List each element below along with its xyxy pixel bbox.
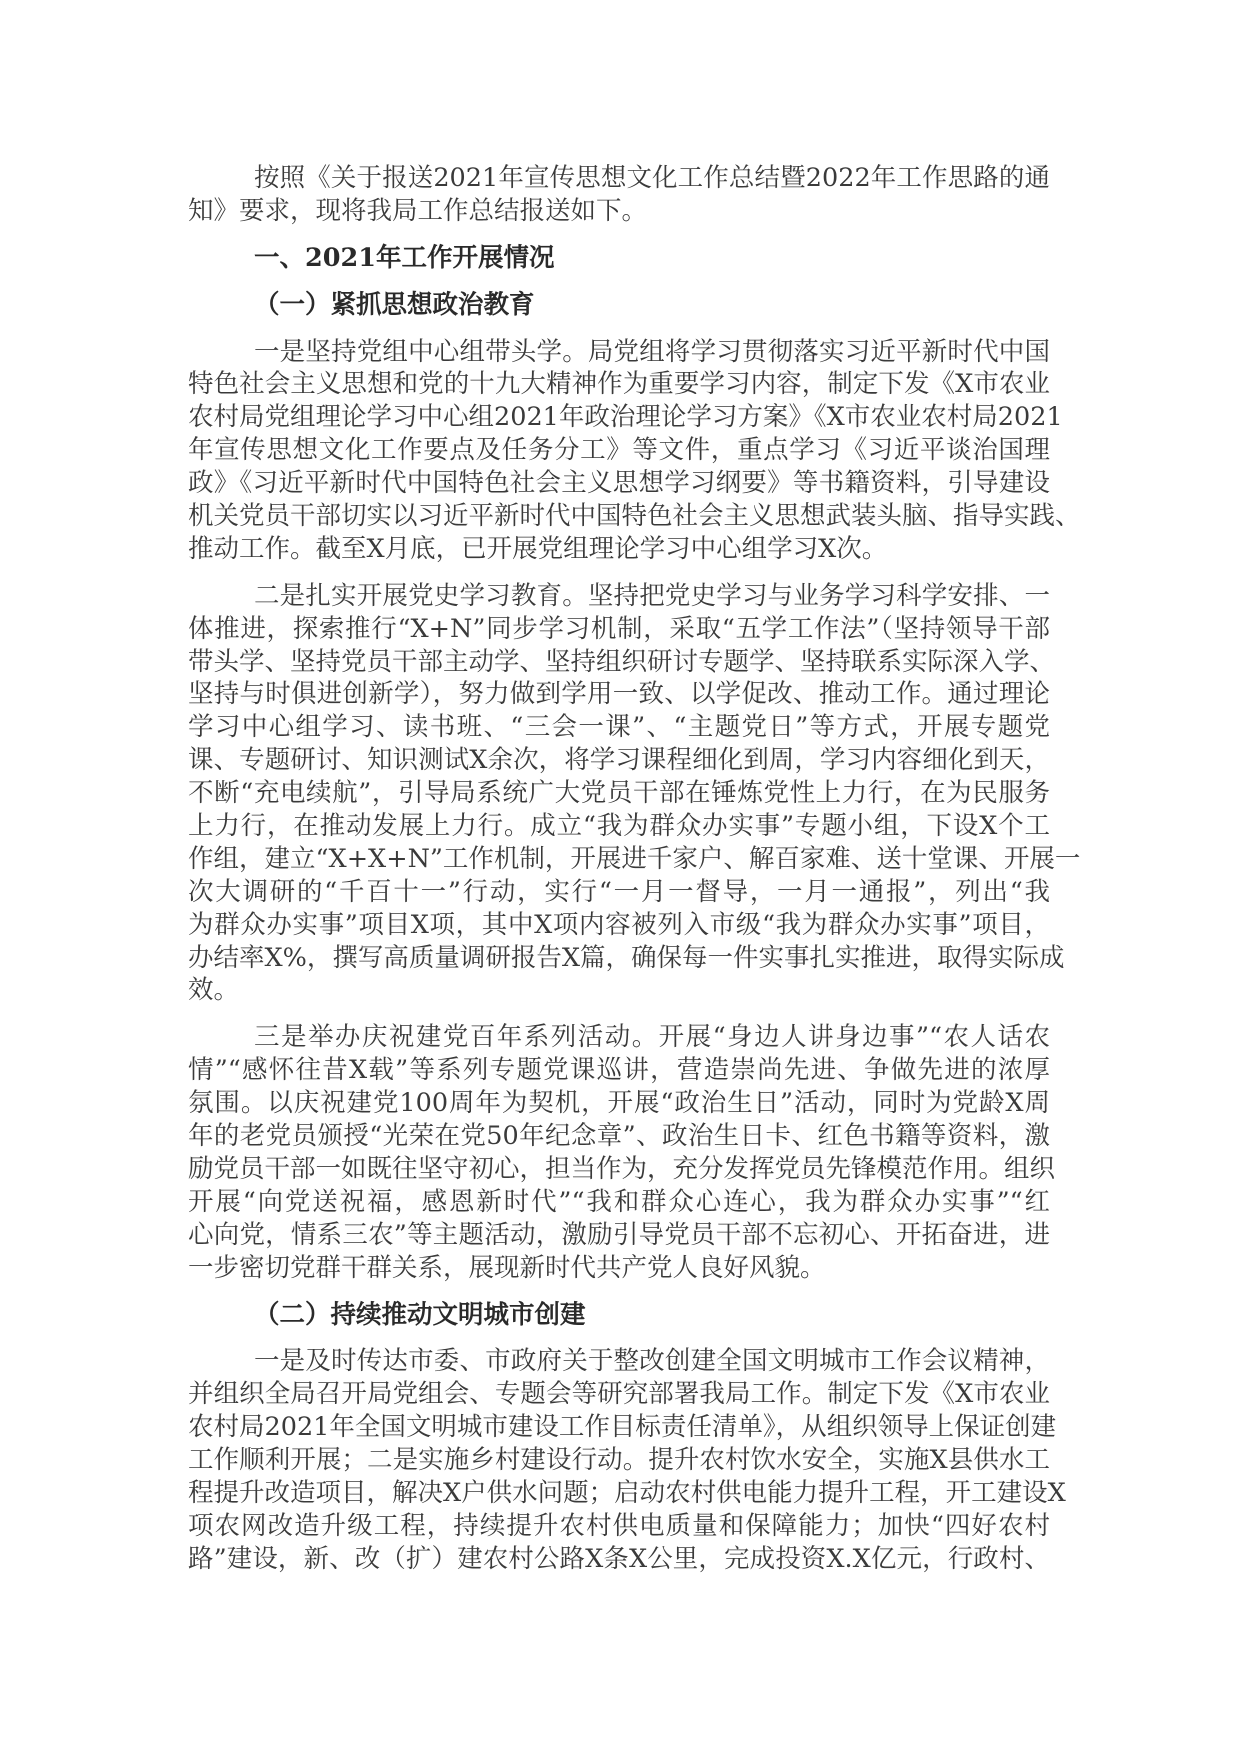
paragraph-line: 路”建设，新、改（扩）建农村公路X条X公里，完成投资X.X亿元，行政村、: [188, 1543, 1050, 1574]
paragraph-line: 效。: [188, 975, 240, 1006]
body-paragraph: [188, 580, 1081, 1008]
body-paragraph: [188, 1021, 1056, 1284]
paragraph-line: 一是及时传达市委、市政府关于整改创建全国文明城市工作会议精神，: [254, 1346, 1050, 1377]
paragraph-line: 上力行，在推动发展上力行。成立“我为群众办实事”专题小组，下设X个工: [188, 811, 1050, 842]
paragraph-line: 氛围。以庆祝建党100周年为契机，开展“政治生日”活动，同时为党龄X周: [188, 1088, 1050, 1119]
section-heading: [188, 289, 1050, 322]
paragraph-line: 次大调研的“千百十一”行动，实行“一月一督导，一月一通报”，列出“我: [188, 876, 1050, 907]
paragraph-line: 年宣传思想文化工作要点及任务分工》等文件，重点学习《习近平谈治国理: [188, 435, 1050, 466]
paragraph-line: 情”“感怀往昔X载”等系列专题党课巡讲，营造崇尚先进、争做先进的浓厚: [188, 1055, 1050, 1086]
paragraph-line: 程提升改造项目，解决X户供水问题；启动农村供电能力提升工程，开工建设X: [188, 1477, 1066, 1508]
paragraph-line: 体推进，探索推行“X+N”同步学习机制，采取“五学工作法”（坚持领导干部: [188, 613, 1050, 644]
heading-text: （一）紧抓思想政治教育: [254, 289, 535, 320]
paragraph-line: 推动工作。截至X月底，已开展党组理论学习中心组学习X次。: [188, 533, 888, 564]
document-page: [188, 162, 1081, 1576]
paragraph-line: 农村局2021年全国文明城市建设工作目标责任清单》，从组织领导上保证创建: [188, 1412, 1057, 1443]
paragraph-line: 作组，建立“X+X+N”工作机制，开展进千家户、解百家难、送十堂课、开展一: [188, 843, 1081, 874]
paragraph-line: 学习中心组学习、读书班、“三会一课”、“主题党日”等方式，开展专题党: [188, 712, 1050, 743]
body-paragraph: [188, 1345, 1066, 1575]
paragraph-line: 机关党员干部切实以习近平新时代中国特色社会主义思想武装头脑、指导实践、: [188, 501, 1081, 532]
paragraph-line: 办结率X%，撰写高质量调研报告X篇，确保每一件实事扎实推进，取得实际成: [188, 942, 1065, 973]
heading-text: （二）持续推动文明城市创建: [254, 1299, 586, 1330]
paragraph-line: 开展“向党送祝福，感恩新时代”“我和群众心连心，我为群众办实事”“红: [188, 1186, 1050, 1217]
paragraph-line: 特色社会主义思想和党的十九大精神作为重要学习内容，制定下发《X市农业: [188, 369, 1050, 400]
body-paragraph: [188, 336, 1081, 566]
section-heading: [188, 242, 1050, 275]
paragraph-line: 坚持与时俱进创新学），努力做到学用一致、以学促改、推动工作。通过理论: [188, 679, 1050, 710]
paragraph-line: 一步密切党群干群关系，展现新时代共产党人良好风貌。: [188, 1252, 826, 1283]
paragraph-line: 不断“充电续航”，引导局系统广大党员干部在锤炼党性上力行，在为民服务: [188, 778, 1050, 809]
paragraph-line: 励党员干部一如既往坚守初心，担当作为，充分发挥党员先锋模范作用。组织: [188, 1153, 1056, 1184]
paragraph-line: 二是扎实开展党史学习教育。坚持把党史学习与业务学习科学安排、一: [254, 580, 1050, 611]
section-heading: [188, 1299, 1050, 1332]
paragraph-line: 项农网改造升级工程，持续提升农村供电质量和保障能力；加快“四好农村: [188, 1510, 1050, 1541]
paragraph-line: 心向党，情系三农”等主题活动，激励引导党员干部不忘初心、开拓奋进，进: [188, 1219, 1050, 1250]
body-paragraph: [188, 162, 1050, 228]
paragraph-line: 并组织全局召开局党组会、专题会等研究部署我局工作。制定下发《X市农业: [188, 1379, 1050, 1410]
paragraph-line: 农村局党组理论学习中心组2021年政治理论学习方案》《X市农业农村局2021: [188, 402, 1063, 433]
paragraph-line: 课、专题研讨、知识测试X余次，将学习课程细化到周，学习内容细化到天，: [188, 745, 1050, 776]
heading-text: 一、2021年工作开展情况: [254, 242, 555, 273]
paragraph-line: 为群众办实事”项目X项，其中X项内容被列入市级“我为群众办实事”项目，: [188, 909, 1050, 940]
paragraph-line: 知》要求，现将我局工作总结报送如下。: [188, 195, 648, 226]
paragraph-line: 年的老党员颁授“光荣在党50年纪念章”、政治生日卡、红色书籍等资料，激: [188, 1121, 1050, 1152]
paragraph-line: 三是举办庆祝建党百年系列活动。开展“身边人讲身边事”“农人话农: [254, 1022, 1050, 1053]
paragraph-line: 政》《习近平新时代中国特色社会主义思想学习纲要》等书籍资料，引导建设: [188, 468, 1050, 499]
paragraph-line: 按照《关于报送2021年宣传思想文化工作总结暨2022年工作思路的通: [254, 163, 1050, 193]
paragraph-line: 带头学、坚持党员干部主动学、坚持组织研讨专题学、坚持联系实际深入学、: [188, 646, 1056, 677]
paragraph-line: 工作顺利开展；二是实施乡村建设行动。提升农村饮水安全，实施X县供水工: [188, 1445, 1050, 1476]
paragraph-line: 一是坚持党组中心组带头学。局党组将学习贯彻落实习近平新时代中国: [254, 336, 1050, 367]
